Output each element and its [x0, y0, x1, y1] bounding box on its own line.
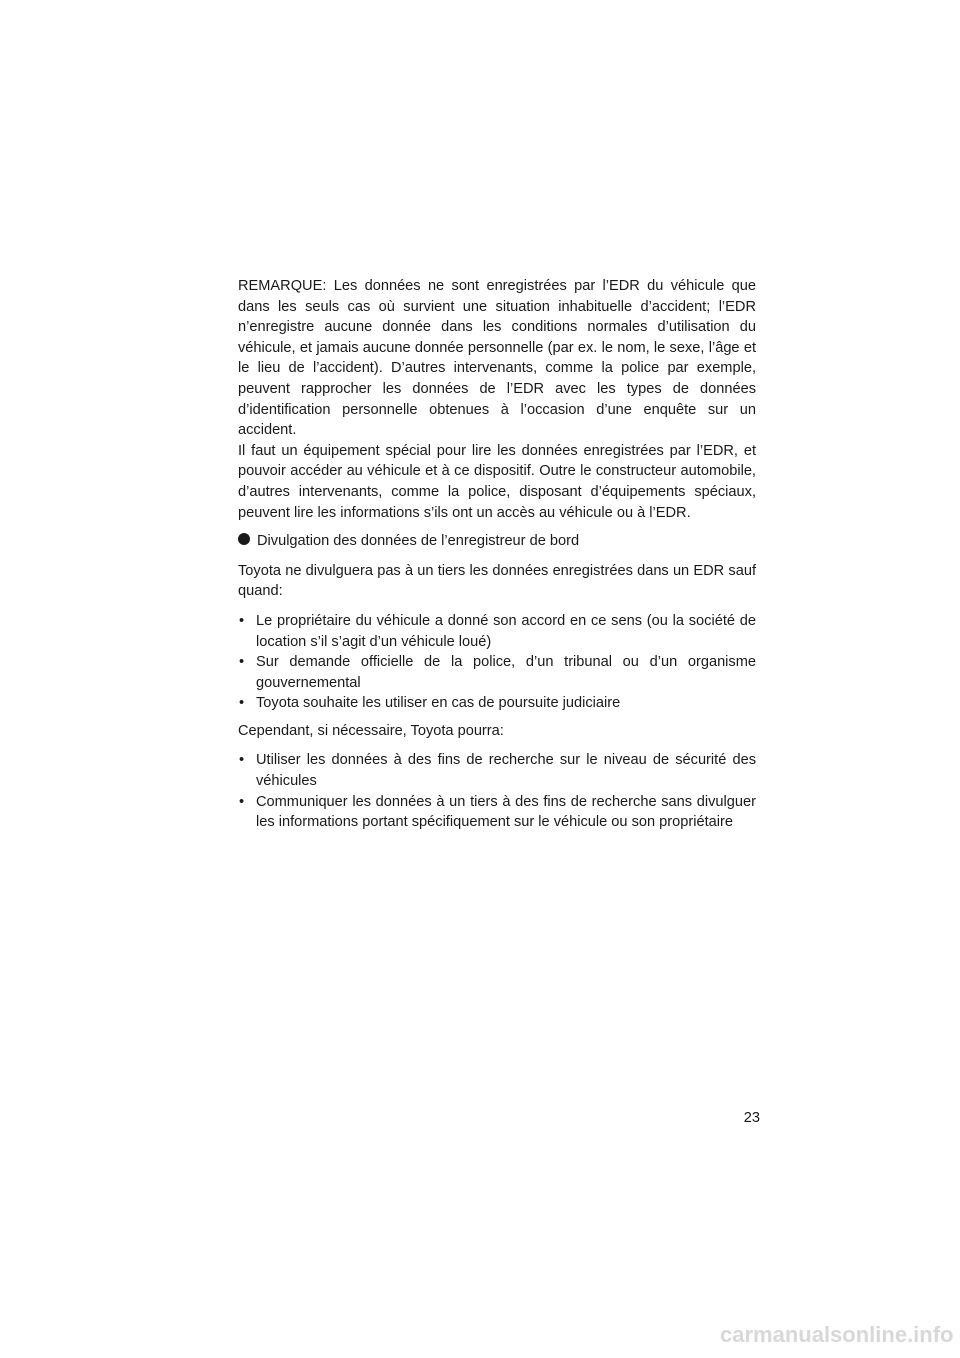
bullet-icon: •	[239, 654, 245, 671]
bullet-icon: •	[239, 612, 245, 629]
section-heading-text: Divulgation des données de l’enregistreur de bord	[257, 533, 580, 550]
remarque-paragraph: REMARQUE: Les données ne sont enregistrées par l’EDR du véhicule que dans les seuls cas où survient une situation inhabituelle d’accident; l’EDR n’enregistre aucune donnée dans les conditions normales d’utilisation du véhicule, et jamais aucune donnée personnelle (par ex. le nom, le sexe, l’âge et le lieu de l’accident). D’autres intervenants, comme la police par exemple, peuvent rapprocher les données de l’EDR avec les types de données d’identification personnelle obtenues à l’occasion d’une enquête sur un accident.	[238, 278, 756, 439]
list-item	[238, 693, 756, 714]
however-paragraph: Cependant, si nécessaire, Toyota pourra:	[238, 722, 504, 739]
watermark-logo: carmanualsonline.info	[720, 1322, 954, 1347]
bullet-icon: •	[239, 695, 245, 712]
disclosure-conditions-list	[238, 611, 756, 714]
section-heading	[238, 531, 756, 552]
list-item	[238, 750, 756, 791]
bullet-icon: •	[239, 793, 245, 810]
equipment-paragraph: Il faut un équipement spécial pour lire les données enregistrées par l’EDR, et pouvoir accéder au véhicule et à ce dispositif. Outre le constructeur automobile, d’autres intervenants, comme la police, disposant d’équipements spéciaux, peuvent lire les informations s’ils ont un accès au véhicule ou à l’EDR.	[238, 442, 756, 521]
list-item-text: Toyota souhaite les utiliser en cas de poursuite judiciaire	[256, 695, 621, 712]
list-item-text: Le propriétaire du véhicule a donné son accord en ce sens (ou la société de location s’il s’agit d’un véhicule loué)	[256, 612, 756, 650]
list-item-text: Sur demande officielle de la police, d’un tribunal ou d’un organisme gouvernemental	[256, 654, 756, 691]
page-content	[238, 276, 756, 833]
list-item	[238, 611, 756, 652]
page-number: 23	[743, 1110, 760, 1126]
disclosure-paragraph: Toyota ne divulguera pas à un tiers les données enregistrées dans un EDR sauf quand:	[238, 562, 756, 600]
list-item-text: Communiquer les données à un tiers à des fins de recherche sans divulguer les informations portant spécifiquement sur le véhicule ou son propriétaire	[256, 793, 756, 831]
list-item-text: Utiliser les données à des fins de recherche sur le niveau de sécurité des véhicules	[256, 752, 756, 790]
filled-circle-bullet-icon	[238, 533, 250, 545]
permitted-uses-list	[238, 750, 756, 832]
bullet-icon: •	[239, 752, 245, 769]
list-item	[238, 792, 756, 833]
list-item	[238, 652, 756, 693]
